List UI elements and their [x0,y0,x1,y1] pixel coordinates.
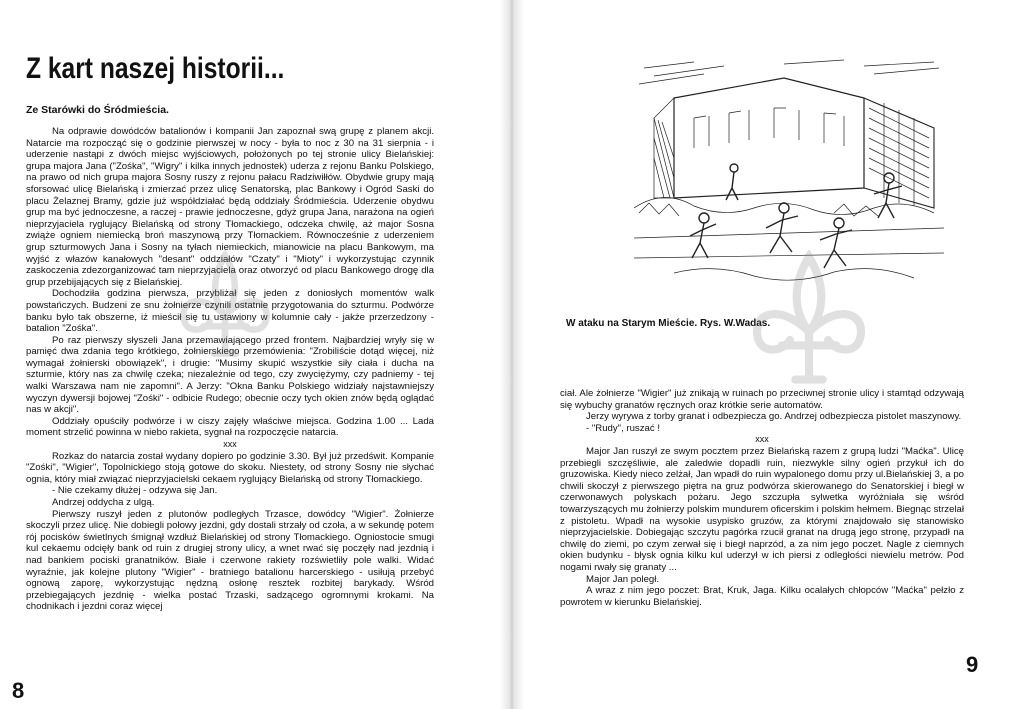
paragraph: Po raz pierwszy słyszeli Jana przemawiającego przed frontem. Najbardziej wryły się w pamięć dwa zdania tego krótkiego, żołnierskiego przemówienia: "Zrobiliście dotąd więcej, niż wymagał żołnierski obowiązek", i drugie: "Musimy skupić wszystkie siły ciała i ducha na szturmie, który nas za chwilę czeka; niezależnie od tego, czy zwyciężymy, czy padniemy - tej walki Warszawa nam nie zapomni". A Jerzy: "Okna Banku Polskiego widziały najstawniejszy wyczyn dywersji bojowej "Zośki" - odbicie Rudego; obecnie oczy tych okien znów będą oglądać nas w akcji". [26,334,434,416]
section-subtitle: Ze Starówki do Śródmieścia. [26,104,169,116]
section-separator: xxx [223,439,237,450]
paragraph: Jerzy wyrywa z torby granat i odbezpiecza go. Andrzej odbezpiecza pistolet maszynowy. [586,411,962,423]
paragraph: Major Jan poległ. [586,573,660,585]
illustration-caption: W ataku na Starym Mieście. Rys. W.Wadas. [566,318,771,329]
paragraph: Andrzej oddycha z ulgą. [52,497,155,508]
paragraph: Oddziały opuściły podwórze i w ciszy zajęły właściwe miejsca. Godzina 1.00 ... Lada moment strzelić powinna w niebo rakieta, sygnał na rozpoczęcie natarcia. [26,415,434,439]
left-article-text [26,126,434,613]
paragraph: ciał. Ale żołnierze "Wigier" już znikają w ruinach po przeciwnej stronie ulicy i stamtąd odzywają się wybuchy granatów ręcznych oraz krótkie serie automatów. [560,388,964,411]
section-separator: xxx [755,434,769,445]
paragraph: Na odprawie dowódców batalionów i kompanii Jan zapoznał swą grupę z planem akcji. Natarcie ma rozpocząć się o godzinie pierwszej w nocy - była to noc z 30 na 31 sierpnia - i uderzenie nastąpi z dwóch miejsc wyjściowych, położonych po tej stronie ulicy Bielańskiej: grupa majora Jana ("Zośka", "Wigry" i kilka innych jednostek) uderza z rejonu Banku Polskiego, na prawo od nich grupa majora Sosny ruszy z rejonu pałacu Radziwiłłów. Obydwie grupy mają sforsować ulicę Bielańską i zmierzać przez ulicę Senatorską, plac Bankowy i Ogród Saski do placu Żelaznej Bramy, gdzie już współdziałać będą oddziały Śródmieścia. Uderzenie obydwu grup ma być jednoczesne, a raczej - prawie jednoczesne, gdyż grupa Jana, narażona na ogień nieprzyjaciela ryglujący Bielańską od strony Tłomackiego, odczeka chwilę, aż major Sosna zwiąże ogniem niemiecką broń maszynową przy Tłomackiem. Równocześnie z uderzeniem grup szturmowych Jana i Sosny na tyłach niemieckich, mianowicie na placu Bankowym, ma wyjść z włazów kanałowych "desant" oddziałów "Czaty" i "Mioty" i wykorzystując czynnik zaskoczenia zdezorganizować tam nieprzyjaciela oraz otworzyć od placu Bankowego drogę dla grup przebijających się z Bielańskiej. [26,126,434,288]
paragraph: Rozkaz do natarcia został wydany dopiero po godzinie 3.30. Był już przedświt. Kompanie "Zośki", "Wigier", Topolnickiego stoją gotowe do skoku. Niestety, od strony Sosny nie słychać ognia, który miał związać nieprzyjacielski cekaem ryglujący Bielańską od strony Tłomackiego. [26,450,434,485]
page-number-left: 8 [12,678,25,703]
right-article-text [560,388,964,608]
paragraph: Major Jan ruszył ze swym pocztem przez Bielańską razem z grupą ludzi "Maćka". Ulicę przebiegli szczęśliwie, ale zaledwie dopadli ruin, niezwykle silny ogień przykuł ich do gruzowiska. Kiedy nieco zelżał, Jan wpadł do ruin wypalonego domu przy ul.Bielańskiej 3, a po chwili skoczył z pierwszego piętra na gruz podwórza skierowanego do Senatorskiej i biegł w czerwonawych polyskach pożaru. Jego szczupła sylwetka wyróżniała się wśród towarzyszących mu żołnierzy polskim mundurem oficerskim i polskim hełmem. Biegnąc strzelał z pistoletu. Wpadł na wysokie usypisko gruzów, za którymi znajdowało się stanowisko nieprzyjacielskie. Dobiegając szczytu pagórka rzucił granat na drugą jego stronę, przypadł na chwilę do ziemi, po czym zerwał się i biegł naprzód, a za nim jego poczet. Nagle z ciemnych okien budynku - błysk ognia kilku kul uderzył w ich piersi z odległości niewielu metrów. Pod nogami rwały się granaty ... [560,445,964,573]
page-title: Z kart naszej historii... [26,52,285,85]
paragraph: Pierwszy ruszył jeden z plutonów podległych Trzasce, dowódcy "Wigier". Żołnierze skoczyli przez ulicę. Nie dobiegli połowy jezdni, gdy dostali strzały od czoła, a w sekundę potem rój pocisków świetlnych śmignął wzdłuż Bielańskiej od strony Tłomackiego. Ogniostocie smugi kul cekaemu odcięły bank od ruin z drugiej strony ulicy, a wnet rwać się poczęły nad jezdnią i nad bankiem pociski granatników. Białe i czerwone rakiety rozświetliły pole walki. Widać wyraźnie, jak kolejne plutony "Wigier" - bratniego batalionu harcerskiego - usiłują przebyć ognową zaporę, wykorzystując nędzną osłonę resztek rozbitej barykady. Wśród przebiegających jezdnię - wielka postać Trzaski, sadzącego ogromnymi krokami. Na chodnikach i jezdni coraz więcej [26,508,434,613]
left-page [0,0,500,709]
paragraph: A wraz z nim jego poczet: Brat, Kruk, Jaga. Kilku ocalałych chłopców "Maćka" pełzło z powrotem w kierunku Bielańskiej. [560,585,964,608]
right-page [524,0,1024,709]
paragraph: - Nie czekamy dłużej - odzywa się Jan. [52,485,218,497]
book-gutter [500,0,524,709]
paragraph: Dochodziła godzina pierwsza, przybliżał się jeden z doniosłych momentów walk powstańczych. Budzeni ze snu żołnierze czynili ostatnie przygotowania do szturmu. Podwórze banku było tak obszerne, iż mieścił się tu ustawiony w kolumnie cały - jakże przerzedzony - batalion "Zośka". [26,288,434,335]
paragraph: - "Rudy", ruszać ! [586,422,660,434]
page-number-right: 9 [966,652,979,677]
street-battle-drawing-icon [634,58,944,298]
